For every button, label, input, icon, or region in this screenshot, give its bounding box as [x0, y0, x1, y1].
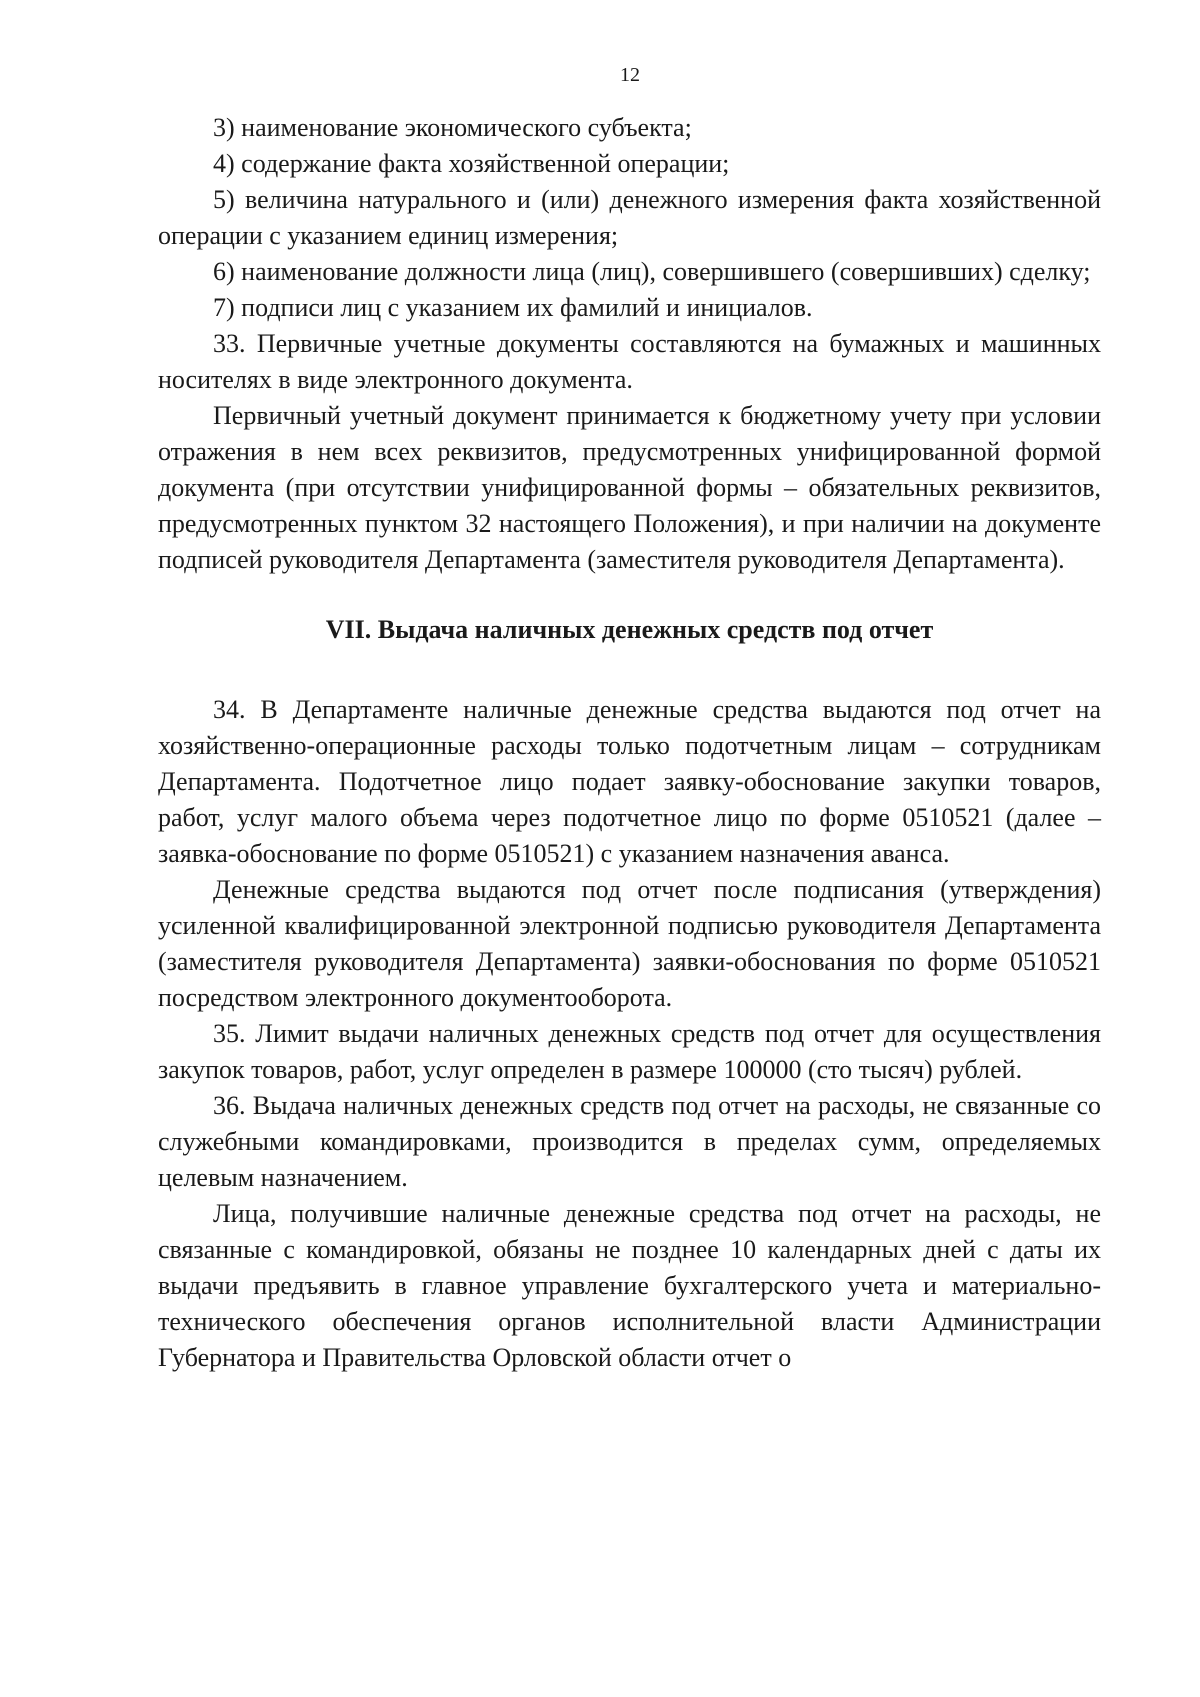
section-heading: VII. Выдача наличных денежных средств под отчет	[325, 615, 934, 644]
paragraph-item-4: 4) содержание факта хозяйственной операции;	[213, 149, 730, 178]
paragraph-clause-35: 35. Лимит выдачи наличных денежных средств под отчет для осуществления закупок товаров, работ, услуг определен в размере 100000 (сто тысяч) рублей.	[158, 1019, 1101, 1084]
paragraph-clause-36: 36. Выдача наличных денежных средств под отчет на расходы, не связанные со служебными командировками, производится в пределах сумм, определяемых целевым назначением.	[158, 1091, 1101, 1192]
paragraph-item-7: 7) подписи лиц с указанием их фамилий и инициалов.	[213, 293, 813, 322]
page-number: 12	[620, 64, 640, 86]
paragraph-item-3: 3) наименование экономического субъекта;	[213, 113, 692, 142]
paragraph-clause-34-continued: Денежные средства выдаются под отчет после подписания (утверждения) усиленной квалифицированной электронной подписью руководителя Департамента (заместителя руководителя Департамента) заявки-обоснования по форме 0510521 посредством электронного документооборота.	[158, 875, 1101, 1012]
document-body	[158, 110, 1101, 1376]
paragraph-item-6: 6) наименование должности лица (лиц), совершившего (совершивших) сделку;	[213, 257, 1091, 286]
paragraph-item-5: 5) величина натурального и (или) денежного измерения факта хозяйственной операции с указанием единиц измерения;	[158, 185, 1101, 250]
paragraph-clause-33-continued: Первичный учетный документ принимается к бюджетному учету при условии отражения в нем всех реквизитов, предусмотренных унифицированной формой документа (при отсутствии унифицированной формы – обязательных реквизитов, предусмотренных пунктом 32 настоящего Положения), и при наличии на документе подписей руководителя Департамента (заместителя руководителя Департамента).	[158, 401, 1101, 574]
paragraph-clause-33: 33. Первичные учетные документы составляются на бумажных и машинных носителях в виде электронного документа.	[158, 329, 1101, 394]
paragraph-clause-34: 34. В Департаменте наличные денежные средства выдаются под отчет на хозяйственно-операционные расходы только подотчетным лицам – сотрудникам Департамента. Подотчетное лицо подает заявку-обоснование закупки товаров, работ, услуг малого объема через подотчетное лицо по форме 0510521 (далее – заявка-обоснование по форме 0510521) с указанием назначения аванса.	[158, 695, 1101, 868]
paragraph-clause-36-continued: Лица, получившие наличные денежные средства под отчет на расходы, не связанные с командировкой, обязаны не позднее 10 календарных дней с даты их выдачи предъявить в главное управление бухгалтерского учета и материально-технического обеспечения органов исполнительной власти Администрации Губернатора и Правительства Орловской области отчет о	[158, 1199, 1101, 1372]
